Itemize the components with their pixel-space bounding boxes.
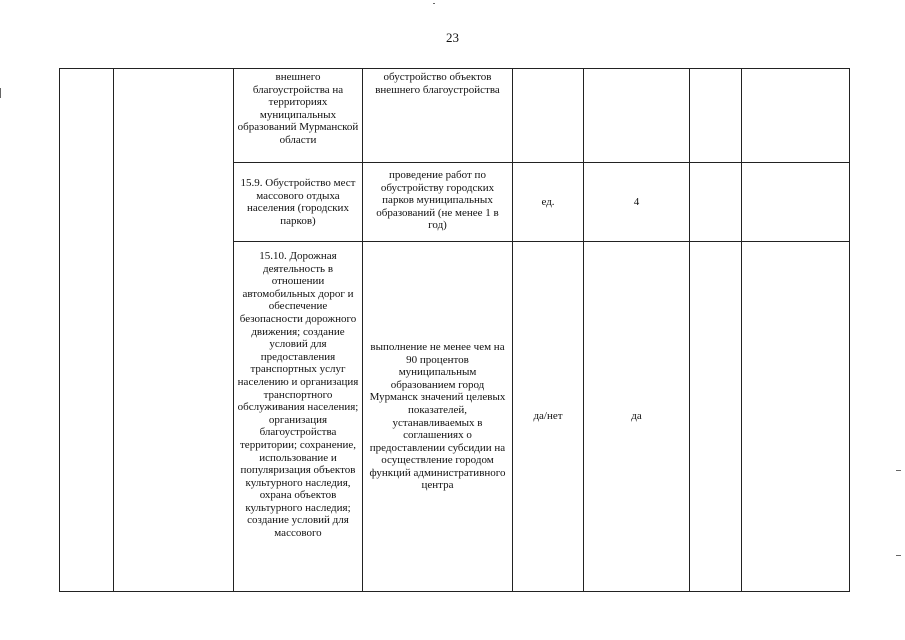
col8-cell [742,242,850,592]
unit-cell [513,69,584,163]
value-cell [584,69,690,163]
value-cell: да [584,242,690,592]
col7-cell [690,163,742,242]
data-table [59,68,850,592]
col7-cell [690,242,742,592]
table-row [60,69,850,163]
value-cell: 4 [584,163,690,242]
col1-cell [60,69,114,592]
scan-mark [433,3,435,4]
unit-cell: ед. [513,163,584,242]
indicator-description-cell: обустройство объектов внешнего благоустройства [363,69,513,163]
indicator-name-cell: 15.9. Обустройство мест массового отдыха населения (городских парков) [234,163,363,242]
col8-cell [742,69,850,163]
unit-cell: да/нет [513,242,584,592]
col8-cell [742,163,850,242]
page-number: 23 [446,30,459,45]
col2-cell [114,69,234,592]
scan-mark [896,555,901,556]
indicator-description-cell: проведение работ по обустройству городских парков муниципальных образований (не менее 1 в год) [363,163,513,242]
indicator-name-cell: 15.10. Дорожная деятельность в отношении автомобильных дорог и обеспечение безопасности дорожного движения; создание условий для предоставления транспортных услуг населению и организация транспортного обслуживания населения; организация благоустройства территории; сохранение, использование и популяризация объектов культурного наследия, охрана объектов культурного наследия; создание условий для массового [234,242,363,592]
indicator-description-cell: выполнение не менее чем на 90 процентов муниципальным образованием город Мурманск значений целевых показателей, устанавливаемых в соглашениях о предоставлении субсидии на осуществление городом функций административного центра [363,242,513,592]
col7-cell [690,69,742,163]
indicator-name-cell: внешнего благоустройства на территориях муниципальных образований Мурманской области [234,69,363,163]
scan-mark [0,88,1,98]
scan-mark [896,470,901,471]
